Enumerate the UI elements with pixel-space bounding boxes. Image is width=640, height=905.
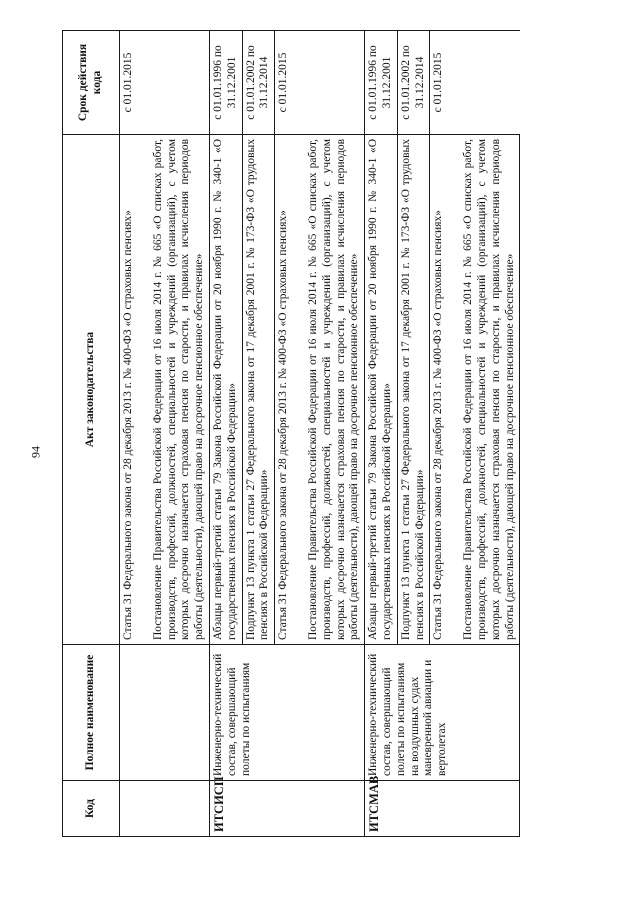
code-cell: ИТСИСП [209,781,364,837]
act-cell: Статья 31 Федерального закона от 28 декабря 2013 г. № 400-ФЗ «О страховых пенсиях» [430,135,448,645]
header-full-name: Полное наименование [63,645,120,781]
act-cell: Абзацы первый-третий статьи 79 Закона Российской Федерации от 20 ноября 1990 г. № 340-1 «О государственных пенсиях в Российской Федерации» [209,135,242,645]
act-cell: Постановление Правительства Российской Федерации от 16 июля 2014 г. № 665 «О списках работ, производств, профессий, должностей, специальностей и учреждений (организаций), с учетом которых досрочно назначается страховая пенсия по старости, и правилах исчисления периодов работы (деятельности), дающей право на досрочное пенсионное обеспечение» [150,135,210,645]
header-act: Акт законодательства [63,135,120,645]
name-cell [120,645,210,781]
header-code: Код [63,781,120,837]
table-row [120,31,138,837]
act-cell: Статья 31 Федерального закона от 28 декабря 2013 г. № 400-ФЗ «О страховых пенсиях» [275,135,293,645]
act-cell: Постановление Правительства Российской Федерации от 16 июля 2014 г. № 665 «О списках работ, производств, профессий, должностей, специальностей и учреждений (организаций), с учетом которых досрочно назначается страховая пенсия по старости, и правилах исчисления периодов работы (деятельности), дающей право на досрочное пенсионное обеспечение» [460,135,520,645]
name-cell: Инженерно-технический состав, совершающий полеты по испытаниям [209,645,364,781]
validity-cell: с 01.01.2015 [120,31,210,135]
validity-cell: с 01.01.1996 по 31.12.2001 [365,31,398,135]
act-cell: Подпункт 13 пункта 1 статьи 27 Федерального закона от 17 декабря 2001 г. № 173-ФЗ «О трудовых пенсиях в Российской Федерации» [397,135,430,645]
act-cell: Постановление Правительства Российской Федерации от 16 июля 2014 г. № 665 «О списках работ, производств, профессий, должностей, специальностей и учреждений (организаций), с учетом которых досрочно назначается страховая пенсия по старости, и правилах исчисления периодов работы (деятельности), дающей право на досрочное пенсионное обеспечение» [305,135,365,645]
code-cell [120,781,210,837]
legislation-table [62,30,520,837]
header-validity: Срок действия кода [63,31,120,135]
validity-cell: с 01.01.2002 по 31.12.2014 [397,31,430,135]
name-cell: Инженерно-технический состав, совершающий полеты по испытаниям на воздушных судах маневренной авиации и вертолетах [365,645,520,781]
validity-cell: с 01.01.2015 [275,31,365,135]
table-row [209,31,242,837]
act-cell: Абзацы первый-третий статьи 79 Закона Российской Федерации от 20 ноября 1990 г. № 340-1 «О государственных пенсиях в Российской Федерации» [365,135,398,645]
act-cell: Статья 31 Федерального закона от 28 декабря 2013 г. № 400-ФЗ «О страховых пенсиях» [120,135,138,645]
act-cell: Подпункт 13 пункта 1 статьи 27 Федерального закона от 17 декабря 2001 г. № 173-ФЗ «О трудовых пенсиях в Российской Федерации» [242,135,275,645]
validity-cell: с 01.01.2015 [430,31,520,135]
validity-cell: с 01.01.2002 по 31.12.2014 [242,31,275,135]
code-cell: ИТСМАВ [365,781,520,837]
table-header-row [63,31,120,837]
table-row [365,31,398,837]
page-number: 94 [28,446,43,458]
validity-cell: с 01.01.1996 по 31.12.2001 [209,31,242,135]
